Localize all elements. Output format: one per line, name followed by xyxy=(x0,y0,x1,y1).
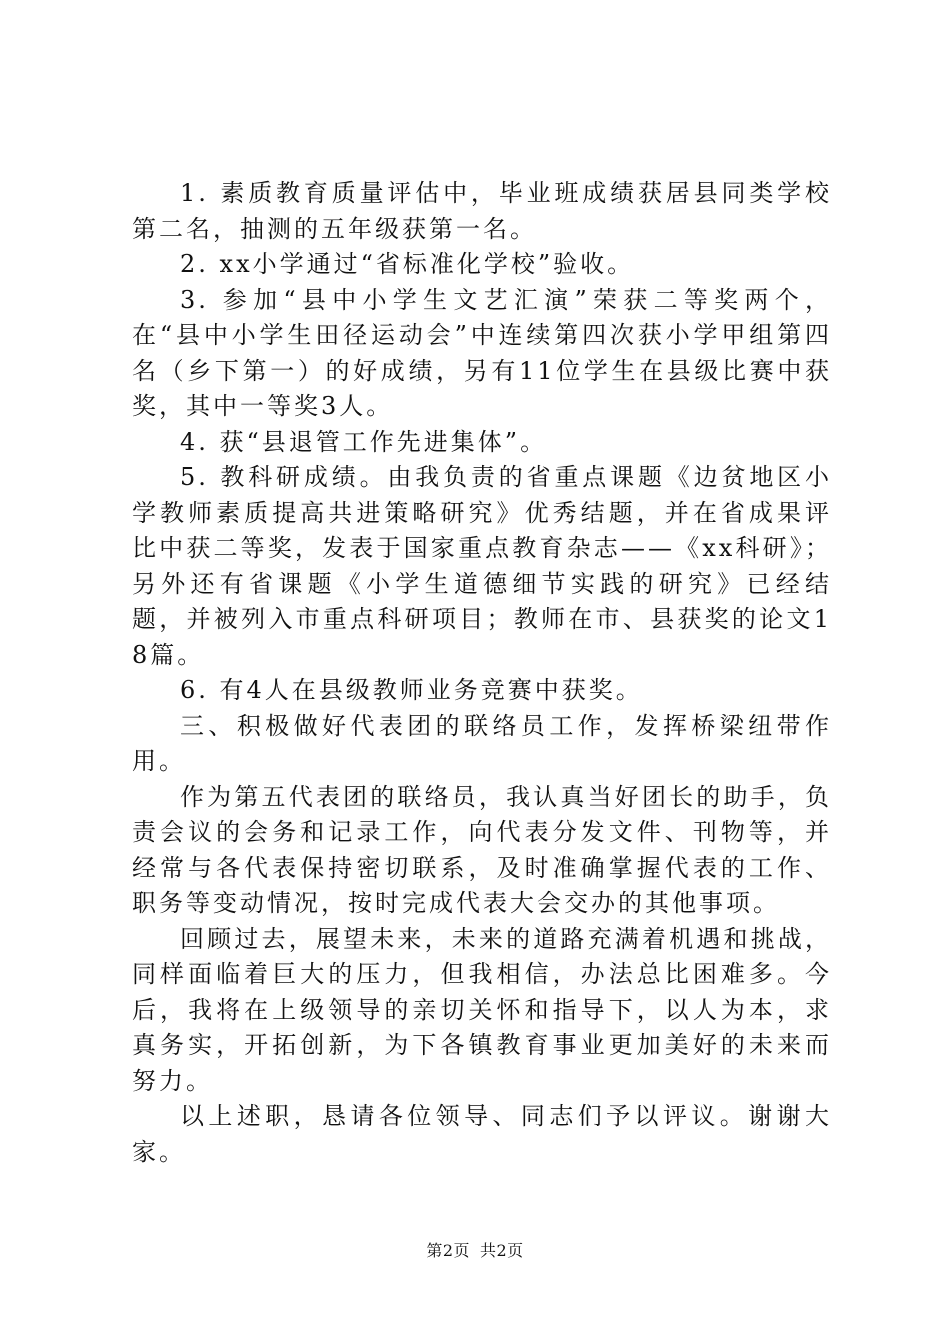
paragraph-closing: 以上述职，恳请各位领导、同志们予以评议。谢谢大家。 xyxy=(132,1102,832,1166)
page-footer xyxy=(0,1240,950,1262)
paragraph-item-6: 6. 有4人在县级教师业务竞赛中获奖。 xyxy=(180,676,643,704)
paragraph-item-5: 5. 教科研成绩。由我负责的省重点课题《边贫地区小学教师素质提高共进策略研究》优秀结题，并在省成果评比中获二等奖，发表于国家重点教育杂志——《xx科研》；另外还有省课题《小学生道德细节实践的研究》已经结题，并被列入市重点科研项目；教师在市、县获奖的论文18篇。 xyxy=(132,463,832,669)
paragraph-liaison-work: 作为第五代表团的联络员，我认真当好团长的助手，负责会议的会务和记录工作，向代表分发文件、刊物等，并经常与各代表保持密切联系，及时准确掌握代表的工作、职务等变动情况，按时完成代表大会交办的其他事项。 xyxy=(132,782,832,917)
paragraph-item-1: 1. 素质教育质量评估中，毕业班成绩获居县同类学校第二名，抽测的五年级获第一名。 xyxy=(132,179,832,243)
paragraph-item-3: 3. 参加“县中小学生文艺汇演”荣获二等奖两个，在“县中小学生田径运动会”中连续第四次获小学甲组第四名（乡下第一）的好成绩，另有11位学生在县级比赛中获奖，其中一等奖3人。 xyxy=(132,285,832,420)
total-page-count: 共2页 xyxy=(480,1241,524,1260)
paragraph-item-4: 4. 获“县退管工作先进集体”。 xyxy=(180,427,548,456)
section-heading-three: 三、积极做好代表团的联络员工作，发挥桥梁纽带作用。 xyxy=(132,711,832,775)
paragraph-outlook: 回顾过去，展望未来，未来的道路充满着机遇和挑战，同样面临着巨大的压力，但我相信，办法总比困难多。今后，我将在上级领导的亲切关怀和指导下，以人为本，求真务实，开拓创新，为下各镇教育事业更加美好的未来而努力。 xyxy=(132,924,832,1095)
document-body xyxy=(132,176,832,1170)
paragraph-item-2: 2. xx小学通过“省标准化学校”验收。 xyxy=(180,250,635,278)
current-page-number: 第2页 xyxy=(426,1241,470,1260)
